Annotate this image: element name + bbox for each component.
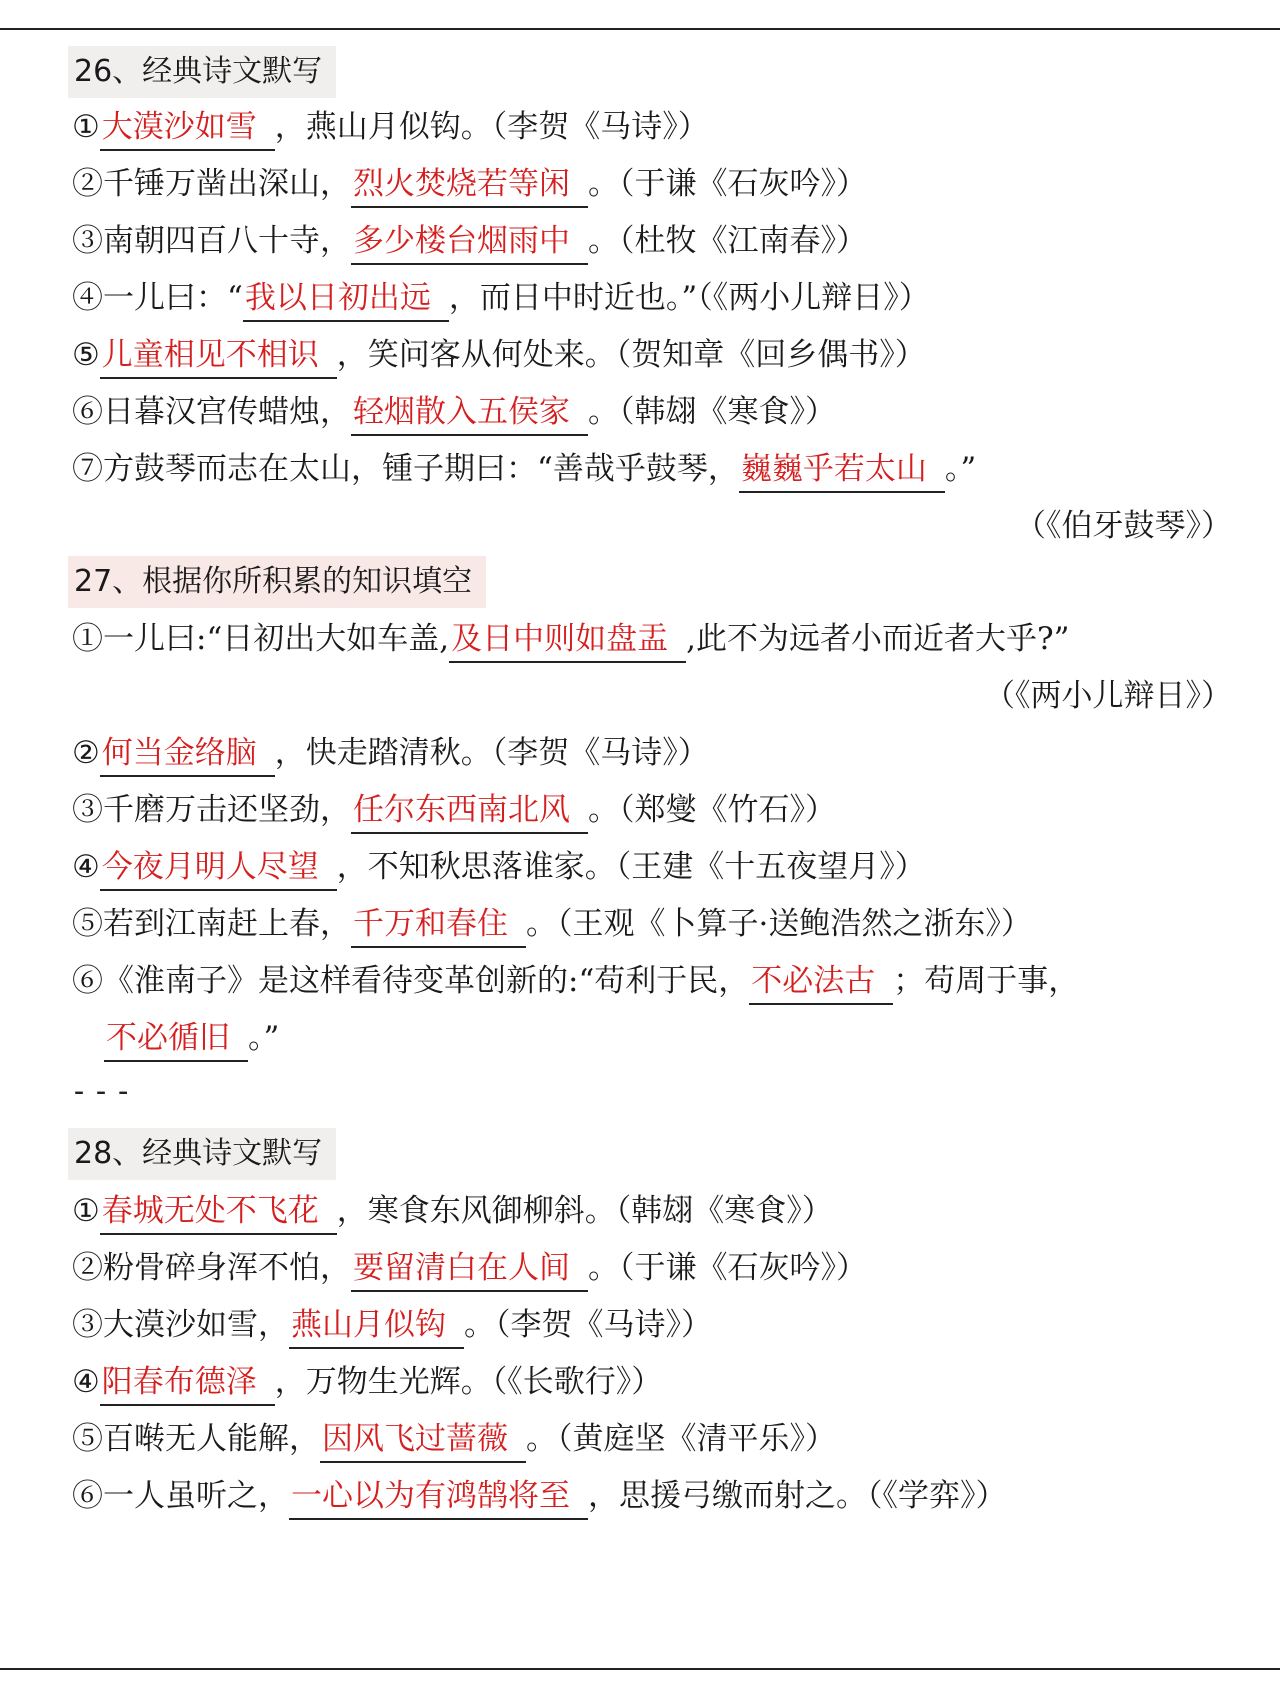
- source-citation: （《两小儿辩日》）: [984, 678, 1232, 714]
- list-item: ⑥日暮汉宫传蜡烛，轻烟散入五侯家 。（韩翃《寒食》）: [72, 381, 836, 443]
- answer-blank: 烈火焚烧若等闲: [351, 164, 588, 208]
- list-item: ②千锤万凿出深山，烈火焚烧若等闲 。（于谦《石灰吟》）: [72, 153, 867, 215]
- list-item: ④阳春布德泽 ，万物生光辉。（《长歌行》）: [72, 1351, 662, 1413]
- answer-blank: 千万和春住: [351, 904, 526, 948]
- answer-blank: 我以日初出远: [243, 278, 449, 322]
- answer-blank: 多少楼台烟雨中: [351, 221, 588, 265]
- list-item-continuation: 不必循旧 。”: [104, 1007, 279, 1069]
- list-item: ④今夜月明人尽望 ，不知秋思落谁家。（王建《十五夜望月》）: [72, 836, 926, 898]
- list-item: ⑤若到江南赶上春，千万和春住 。（王观《卜算子·送鲍浩然之浙东》）: [72, 893, 1032, 955]
- list-item: ⑤百啭无人能解，因风飞过蔷薇 。（黄庭坚《清平乐》）: [72, 1408, 836, 1470]
- top-rule: [0, 28, 1280, 30]
- list-item: ②何当金络脑 ，快走踏清秋。（李贺《马诗》）: [72, 722, 709, 784]
- list-item: ⑦方鼓琴而志在太山，锺子期曰：“善哉乎鼓琴，巍巍乎若太山 。”: [72, 438, 976, 500]
- list-item: ①一儿曰:“日初出大如车盖,及日中则如盘盂 ,此不为远者小而近者大乎?”: [72, 608, 1069, 670]
- list-item: ①春城无处不飞花 ，寒食东风御柳斜。（韩翃《寒食》）: [72, 1180, 833, 1242]
- answer-blank: 要留清白在人间: [351, 1248, 588, 1292]
- answer-blank: 因风飞过蔷薇: [320, 1419, 526, 1463]
- list-item: ⑥《淮南子》是这样看待变革创新的:“苟利于民，不必法古 ；苟周于事，: [72, 950, 1079, 1012]
- answer-blank: 不必法古: [749, 961, 893, 1005]
- answer-blank: 及日中则如盘盂: [449, 619, 686, 663]
- answer-blank: 燕山月似钩: [289, 1305, 464, 1349]
- answer-blank: 轻烟散入五侯家: [351, 392, 588, 436]
- section-28-title: 28、经典诗文默写: [68, 1128, 336, 1180]
- answer-blank: 一心以为有鸿鹄将至: [289, 1476, 588, 1520]
- list-item: ④一儿曰：“我以日初出远 ，而日中时近也。”（《两小儿辩日》）: [72, 267, 930, 329]
- bottom-rule: [0, 1668, 1280, 1670]
- answer-blank: 阳春布德泽: [100, 1362, 275, 1406]
- list-item: ③南朝四百八十寺，多少楼台烟雨中 。（杜牧《江南春》）: [72, 210, 867, 272]
- answer-blank: 任尔东西南北风: [351, 790, 588, 834]
- list-item: ②粉骨碎身浑不怕，要留清白在人间 。（于谦《石灰吟》）: [72, 1237, 867, 1299]
- answer-blank: 春城无处不飞花: [100, 1191, 337, 1235]
- list-item: ③大漠沙如雪，燕山月似钩 。（李贺《马诗》）: [72, 1294, 712, 1356]
- answer-blank: 巍巍乎若太山: [739, 449, 945, 493]
- answer-blank: 何当金络脑: [100, 733, 275, 777]
- separator: ---: [70, 1074, 137, 1109]
- answer-blank: 不必循旧: [104, 1018, 248, 1062]
- list-item: ③千磨万击还坚劲，任尔东西南北风 。（郑燮《竹石》）: [72, 779, 836, 841]
- answer-blank: 大漠沙如雪: [100, 107, 275, 151]
- answer-blank: 儿童相见不相识: [100, 335, 337, 379]
- list-item: ⑤儿童相见不相识 ，笑问客从何处来。（贺知章《回乡偶书》）: [72, 324, 926, 386]
- list-item: ①大漠沙如雪 ，燕山月似钩。（李贺《马诗》）: [72, 96, 709, 158]
- section-27-title: 27、根据你所积累的知识填空: [68, 556, 486, 608]
- answer-blank: 今夜月明人尽望: [100, 847, 337, 891]
- source-citation: （《伯牙鼓琴》）: [1015, 508, 1232, 544]
- list-item: ⑥一人虽听之，一心以为有鸿鹄将至 ，思援弓缴而射之。（《学弈》）: [72, 1465, 1007, 1527]
- section-26-title: 26、经典诗文默写: [68, 46, 336, 98]
